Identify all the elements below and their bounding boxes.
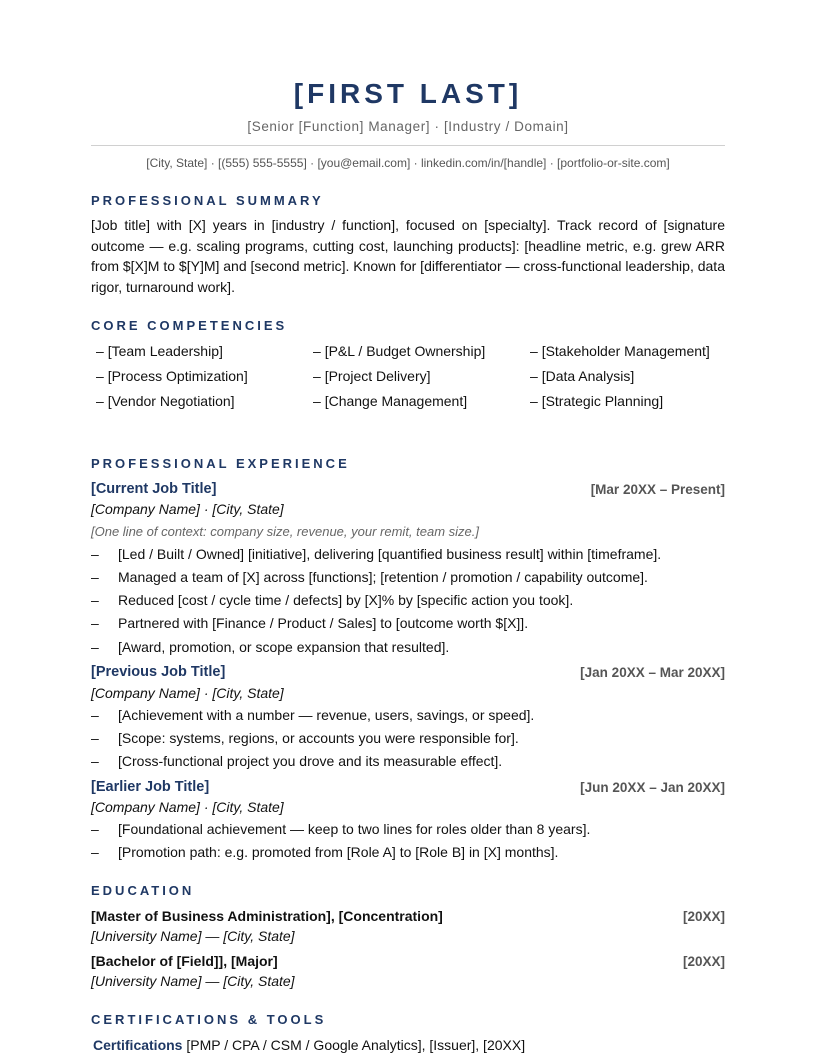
competency-item: – [Process Optimization] [96,368,248,384]
summary-heading: PROFESSIONAL SUMMARY [91,193,324,208]
job-title: [Earlier Job Title] [91,779,210,795]
job-title: [Current Job Title] [91,481,217,497]
education-year: [20XX] [682,954,725,969]
competency-item: – [Data Analysis] [530,368,635,384]
certifications-line [93,1037,525,1053]
experience-heading: PROFESSIONAL EXPERIENCE [91,456,350,471]
education-school: [University Name] — [City, State] [91,973,295,989]
header-divider [91,145,725,146]
job-company: [Company Name] · [City, State] [91,685,284,701]
competency-item: – [P&L / Budget Ownership] [313,343,486,359]
education-year: [20XX] [682,909,725,924]
candidate-name: [FIRST LAST] [293,78,523,109]
job-dates: [Jan 20XX – Mar 20XX] [580,665,725,680]
competencies-heading: CORE COMPETENCIES [91,318,288,333]
education-degree: [Bachelor of [Field]], [Major] [91,953,278,969]
job-title: [Previous Job Title] [91,664,226,680]
job-company: [Company Name] · [City, State] [91,501,284,517]
competency-item: – [Project Delivery] [313,368,431,384]
competency-item: – [Strategic Planning] [530,393,664,409]
certifications-text: [PMP / CPA / CSM / Google Analytics], [Issuer], [20XX] [182,1037,526,1053]
job-context: [One line of context: company size, revenue, your remit, team size.] [91,524,480,539]
job-dates: [Mar 20XX – Present] [590,482,725,497]
job-dates: [Jun 20XX – Jan 20XX] [580,780,725,795]
contact-line: [City, State] · [(555) 555-5555] · [you@email.com] · linkedin.com/in/[handle] · [portfolio-or-site.com] [146,156,670,170]
education-school: [University Name] — [City, State] [91,928,295,944]
competency-item: – [Stakeholder Management] [530,343,710,359]
competency-item: – [Team Leadership] [96,343,223,359]
certifications-heading: CERTIFICATIONS & TOOLS [91,1012,327,1027]
job-company: [Company Name] · [City, State] [91,799,284,815]
education-heading: EDUCATION [91,883,195,898]
competency-item: – [Vendor Negotiation] [96,393,235,409]
education-degree: [Master of Business Administration], [Concentration] [91,908,443,924]
summary-text: [Job title] with [X] years in [industry / function], focused on [specialty]. Track record of [signature outcome — e.g. scaling programs, cutting cost, launching products]: [headline metric, e.g. grew ARR from $[X]M to $[Y]M] and [second metric]. Known for [differentiator — cross-functional leadership, data rigor, turnaround work]. [91,217,725,296]
certifications-label: Certifications [93,1037,183,1053]
candidate-subtitle: [Senior [Function] Manager] · [Industry / Domain] [247,119,569,134]
competency-item: – [Change Management] [313,393,468,409]
